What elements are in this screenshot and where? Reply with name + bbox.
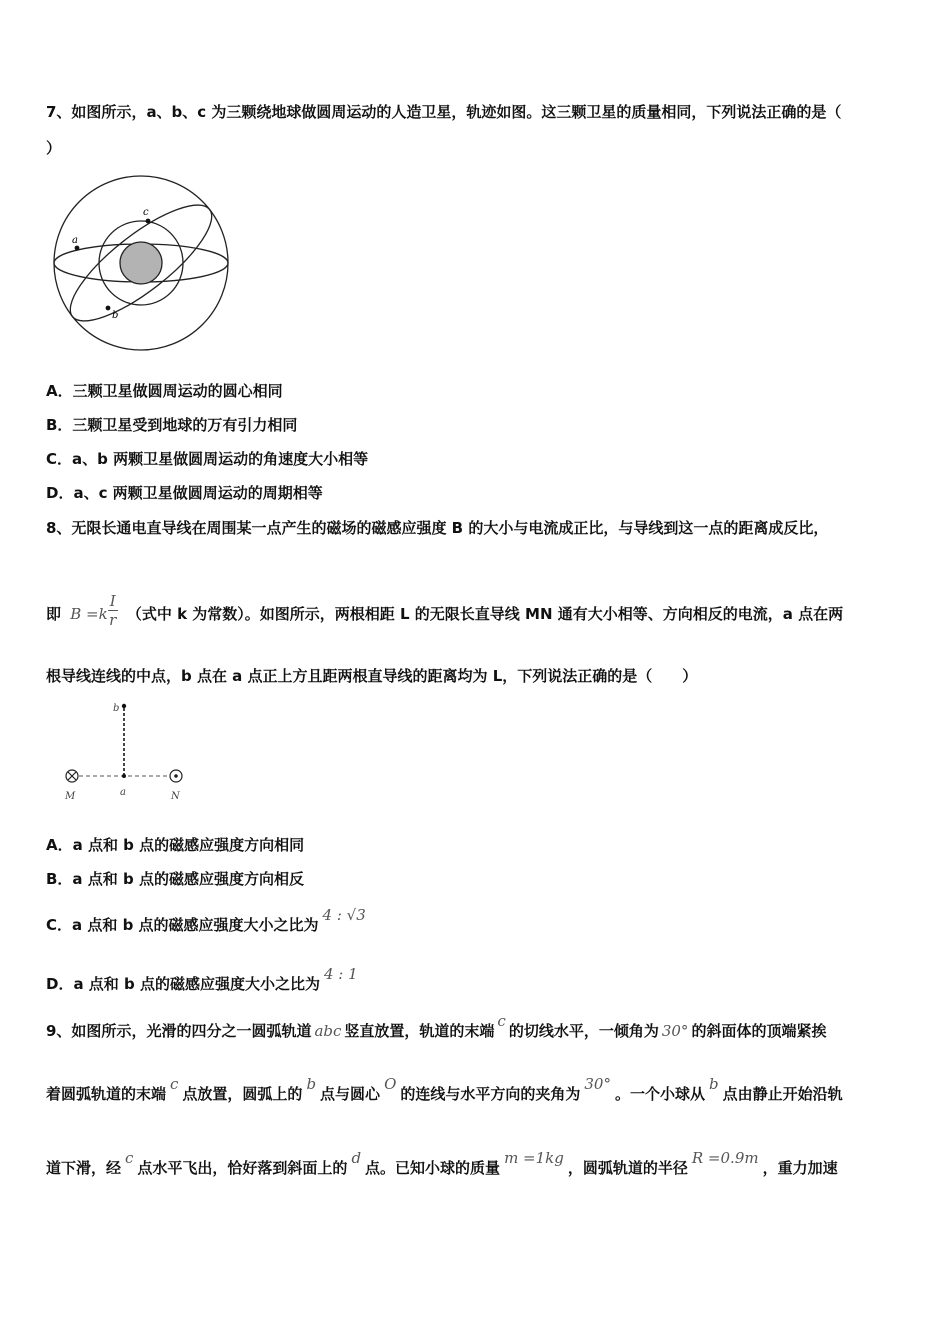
q9-stem-line3: 道下滑，经c点水平飞出，恰好落到斜面上的d点。已知小球的质量m =1kg，圆弧轨道的半径R =0.9m，重力加速 bbox=[46, 1149, 838, 1177]
point-a bbox=[122, 774, 126, 778]
q8-stem-line1: 8、无限长通电直导线在周围某一点产生的磁场的磁感应强度 B 的大小与电流成正比，与导线到这一点的距离成反比， bbox=[46, 519, 829, 537]
q8-option-d-ratio: 4 : 1 bbox=[323, 965, 358, 983]
q9-stem-line1: 9、如图所示，光滑的四分之一圆弧轨道 abc 竖直放置，轨道的末端c的切线水平，一倾角为 30° 的斜面体的顶端紧挨 bbox=[46, 1012, 827, 1040]
label-n: N bbox=[171, 791, 180, 802]
q8-option-c-ratio: 4 : √3 bbox=[322, 906, 366, 924]
q8-line2-suffix: （式中 k 为常数）。如图所示，两根相距 L 的无限长直导线 MN 通有大小相等、方向相反的电流，a 点在两 bbox=[126, 605, 844, 623]
q8-option-c bbox=[46, 906, 366, 935]
label-c: c bbox=[143, 207, 149, 218]
q7-stem-line1: 7、如图所示，a、b、c 为三颗绕地球做圆周运动的人造卫星，轨迹如图。这三颗卫星的质量相同，下列说法正确的是（ bbox=[46, 103, 842, 121]
q8-stem-line3: 根导线连线的中点，b 点在 a 点正上方且距两根直导线的距离均为 L，下列说法正确的是（ ） bbox=[46, 667, 698, 685]
label-b: b bbox=[112, 310, 119, 321]
q7-satellite-orbit-figure bbox=[50, 172, 235, 357]
q8-option-d bbox=[46, 965, 358, 994]
satellite-a-dot bbox=[75, 246, 80, 251]
label-a: a bbox=[120, 787, 126, 798]
label-m: M bbox=[65, 791, 76, 802]
satellite-c-dot bbox=[146, 219, 151, 224]
q8-option-c-text: C．a 点和 b 点的磁感应强度大小之比为 bbox=[46, 916, 319, 934]
q8-formula-fraction bbox=[108, 592, 118, 629]
q8-option-d-text: D．a 点和 b 点的磁感应强度大小之比为 bbox=[46, 975, 320, 993]
q8-formula-lhs: B =k bbox=[70, 605, 108, 623]
q8-option-b: B．a 点和 b 点的磁感应强度方向相反 bbox=[46, 870, 304, 888]
earth bbox=[120, 242, 162, 284]
q9-stem-line2: 着圆弧轨道的末端c点放置，圆弧上的b点与圆心O的连线与水平方向的夹角为30°。一个小球从b点由静止开始沿轨 bbox=[46, 1075, 843, 1103]
q8-stem-line2 bbox=[46, 592, 844, 633]
q7-option-c: C．a、b 两颗卫星做圆周运动的角速度大小相等 bbox=[46, 450, 369, 468]
satellite-b-dot bbox=[106, 306, 111, 311]
q8-formula-denominator: r bbox=[109, 611, 117, 629]
q8-line2-prefix: 即 bbox=[46, 605, 62, 623]
label-a: a bbox=[72, 235, 78, 246]
q7-stem-line2: ） bbox=[46, 139, 62, 157]
q8-option-a: A．a 点和 b 点的磁感应强度方向相同 bbox=[46, 836, 305, 854]
label-b: b bbox=[113, 703, 120, 714]
q8-formula-numerator: I bbox=[109, 592, 116, 610]
q7-option-d: D．a、c 两颗卫星做圆周运动的周期相等 bbox=[46, 484, 323, 502]
q7-option-a: A．三颗卫星做圆周运动的圆心相同 bbox=[46, 382, 283, 400]
q7-option-b: B．三颗卫星受到地球的万有引力相同 bbox=[46, 416, 298, 434]
point-b bbox=[122, 704, 126, 708]
q8-wires-figure bbox=[58, 698, 198, 806]
